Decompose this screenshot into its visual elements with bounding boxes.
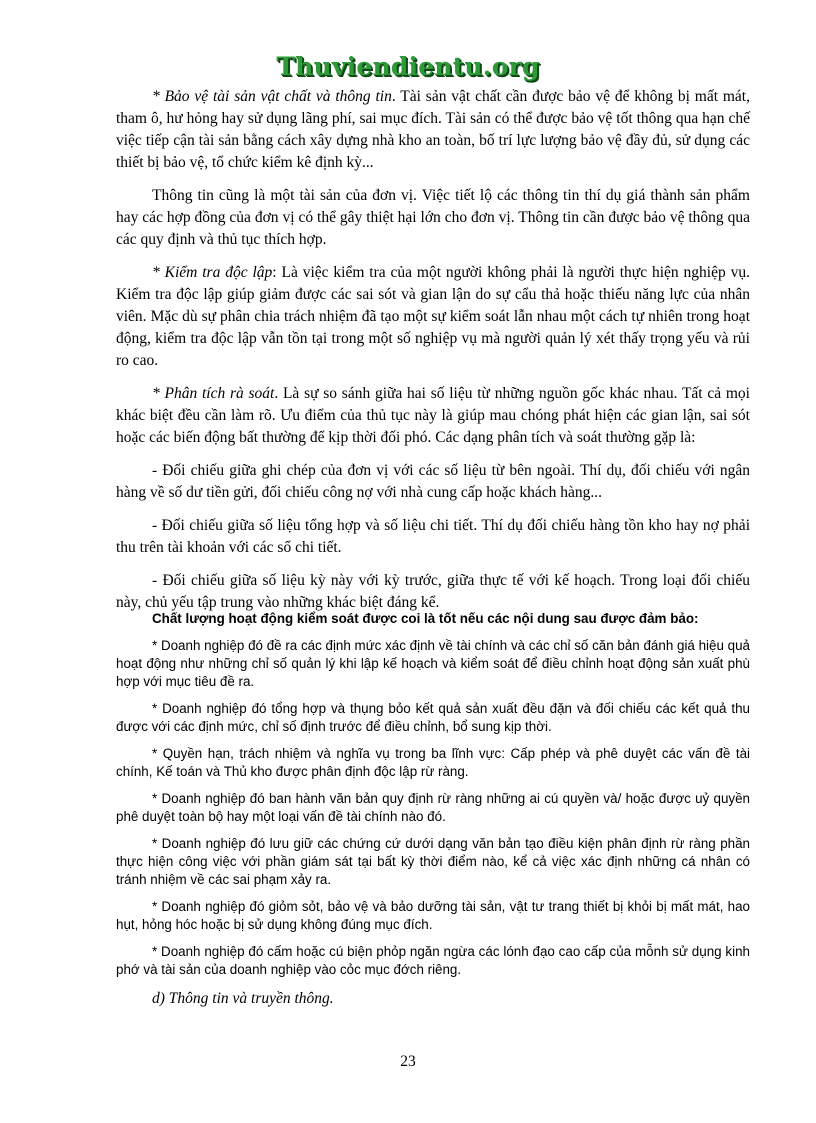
paragraph-title: * Phân tích rà soát [152, 385, 275, 402]
paragraph-asset-protection [116, 86, 750, 174]
quality-item: * Quyền hạn, trách nhiệm và nghĩa vụ trong ba lĩnh vực: Cấp phép và phê duyệt các vấn đề tài chính, Kế toán và Thủ kho được phân định độc lập rừ ràng. [116, 746, 750, 779]
subsection-block [116, 988, 750, 1010]
subsection-title: d) Thông tin và truyền thông. [152, 990, 334, 1007]
paragraph-reconcile-external: - Đối chiếu giữa ghi chép của đơn vị với các số liệu từ bên ngoài. Thí dụ, đối chiếu với ngân hàng về số dư tiền gửi, đối chiếu công nợ với nhà cung cấp hoặc khách hàng... [116, 462, 750, 501]
quality-item: * Doanh nghiệp đó giỏm sỏt, bảo vệ và bảo dưỡng tài sản, vật tư trang thiết bị khỏi bị mất mát, hao hụt, hỏng hóc hoặc bị sử dụng không đúng mục đích. [116, 899, 750, 932]
quality-item: * Doanh nghiệp đó cấm hoặc cú biện phỏp ngăn ngừa các lónh đạo cao cấp của mỗnh sử dụng kinh phớ và tài sản của doanh nghiệp vào cỏc mục đớch riêng. [116, 944, 750, 977]
subsection-title-wrapper [116, 988, 750, 1010]
quality-item: * Doanh nghiệp đó tổng hợp và thụng bỏo kết quả sản xuất đều đặn và đối chiếu các kết quả thu được với các định mức, chỉ số định trước để điều chỉnh, bổ sung kịp thời. [116, 701, 750, 734]
page-number: 23 [400, 1053, 416, 1070]
paragraph-body: . Là sự so sánh giữa hai số liệu từ những nguồn gốc khác nhau. Tất cả mọi khác biệt đều cần làm rõ. Ưu điểm của thủ tục này là giúp mau chóng phát hiện các gian lận, sai sót hoặc các biến động bất thường để kịp thời đối phó. Các dạng phân tích và soát thường gặp là: [116, 385, 750, 446]
quality-section [116, 610, 750, 979]
paragraph-title: * Bảo vệ tài sản vật chất và thông tin [152, 88, 392, 105]
paragraph-body: . Tài sản vật chất cần được bảo vệ để không bị mất mát, tham ô, hư hỏng hay sử dụng lãng phí, sai mục đích. Tài sản có thể được bảo vệ tốt thông qua hạn chế việc tiếp cận tài sản bằng cách xây dựng nhà kho an toàn, bố trí lực lượng bảo vệ đầy đủ, sử dụng các thiết bị bảo vệ, tổ chức kiểm kê định kỳ... [116, 88, 750, 171]
quality-item: * Doanh nghiệp đó lưu giữ các chứng cứ dưới dạng văn bản tạo điều kiện phân định rừ ràng phần thực hiện công việc với phần giám sát tại bất kỳ thời điểm nào, kể cả việc xác định những cá nhân có tránh nhiệm về các sai phạm xảy ra. [116, 836, 750, 887]
quality-item: * Doanh nghiệp đó ban hành văn bản quy định rừ ràng những ai cú quyền và/ hoặc được uỷ quyền phê duyệt toàn bộ hay một loại vấn đề tài chính nào đó. [116, 791, 750, 824]
quality-item: * Doanh nghiệp đó đề ra các định mức xác định về tài chính và các chỉ số căn bản đánh giá hiệu quả hoạt động như những chỉ số quản lý khi lập kế hoạch và kiểm soát để điều chỉnh hoạt động sản xuất phù hợp với mục tiêu đề ra. [116, 638, 750, 689]
quality-heading: Chất lượng hoạt động kiểm soát được coi là tốt nếu các nội dung sau được đảm bảo: [152, 611, 699, 626]
site-logo: Thuviendientu.org [276, 52, 540, 81]
paragraph-title: * Kiểm tra độc lập [152, 264, 273, 281]
paragraph-independent-check [116, 262, 750, 372]
paragraph-reconcile-detail: - Đối chiếu giữa số liệu tổng hợp và số liệu chi tiết. Thí dụ đối chiếu hàng tồn kho hay nợ phải thu trên tài khoản với các sổ chi tiết. [116, 517, 750, 556]
paragraph-reconcile-period: - Đối chiếu giữa số liệu kỳ này với kỳ trước, giữa thực tế với kế hoạch. Trong loại đối chiếu này, chủ yếu tập trung vào những khác biệt đáng kể. [116, 572, 750, 611]
body-block-1 [116, 86, 750, 614]
paragraph-analytical-review [116, 383, 750, 449]
paragraph-information: Thông tin cũng là một tài sản của đơn vị. Việc tiết lộ các thông tin thí dụ giá thành sản phẩm hay các hợp đồng của đơn vị có thể gây thiệt hại lớn cho đơn vị. Thông tin cần được bảo vệ thông qua các quy định và thủ tục thích hợp. [116, 187, 750, 248]
paragraph-body: : Là việc kiểm tra của một người không phải là người thực hiện nghiệp vụ. Kiểm tra độc lập giúp giảm được các sai sót và gian lận do sự cẩu thả hoặc thiếu năng lực của nhân viên. Mặc dù sự phân chia trách nhiệm đã tạo một sự kiểm soát lẫn nhau một cách tự nhiên trong hoạt động, kiểm tra độc lập vẫn tồn tại trong một số nghiệp vụ mà người quản lý xét thấy trọng yếu và rủi ro cao. [116, 264, 750, 369]
